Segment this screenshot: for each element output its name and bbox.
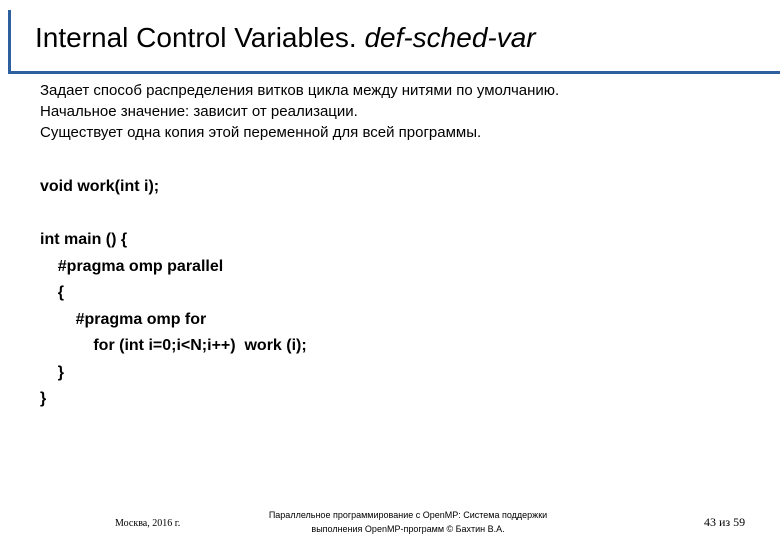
code-blank-line xyxy=(40,201,307,228)
footer-location-date: Москва, 2016 г. xyxy=(115,518,181,529)
code-line: } xyxy=(40,390,47,407)
description-line: Задает способ распределения витков цикла между нитями по умолчанию. xyxy=(40,82,560,99)
code-line: #pragma omp parallel xyxy=(40,257,224,275)
title-main: Internal Control Variables. xyxy=(35,22,365,53)
footer-course-title xyxy=(238,508,578,536)
code-line: } xyxy=(40,363,65,381)
code-line: { xyxy=(40,284,65,301)
code-line: int main () { xyxy=(40,231,128,248)
description-line: Начальное значение: зависит от реализации. xyxy=(40,103,358,120)
page-number: 43 из 59 xyxy=(704,515,746,529)
description-line: Существует одна копия этой переменной для всей программы. xyxy=(40,124,482,141)
code-block xyxy=(40,174,307,413)
code-line: for (int i=0;i<N;i++) work (i); xyxy=(40,337,307,354)
footer-course-line: выполнения OpenMP-программ © Бахтин В.А. xyxy=(311,524,505,534)
title-italic: def-sched-var xyxy=(364,22,536,53)
code-line: void work(int i); xyxy=(40,178,160,195)
footer-course-line: Параллельное программирование с OpenMP: Система поддержки xyxy=(268,510,548,520)
code-line: #pragma omp for xyxy=(40,310,207,328)
slide-title xyxy=(35,22,536,54)
description xyxy=(40,80,559,143)
